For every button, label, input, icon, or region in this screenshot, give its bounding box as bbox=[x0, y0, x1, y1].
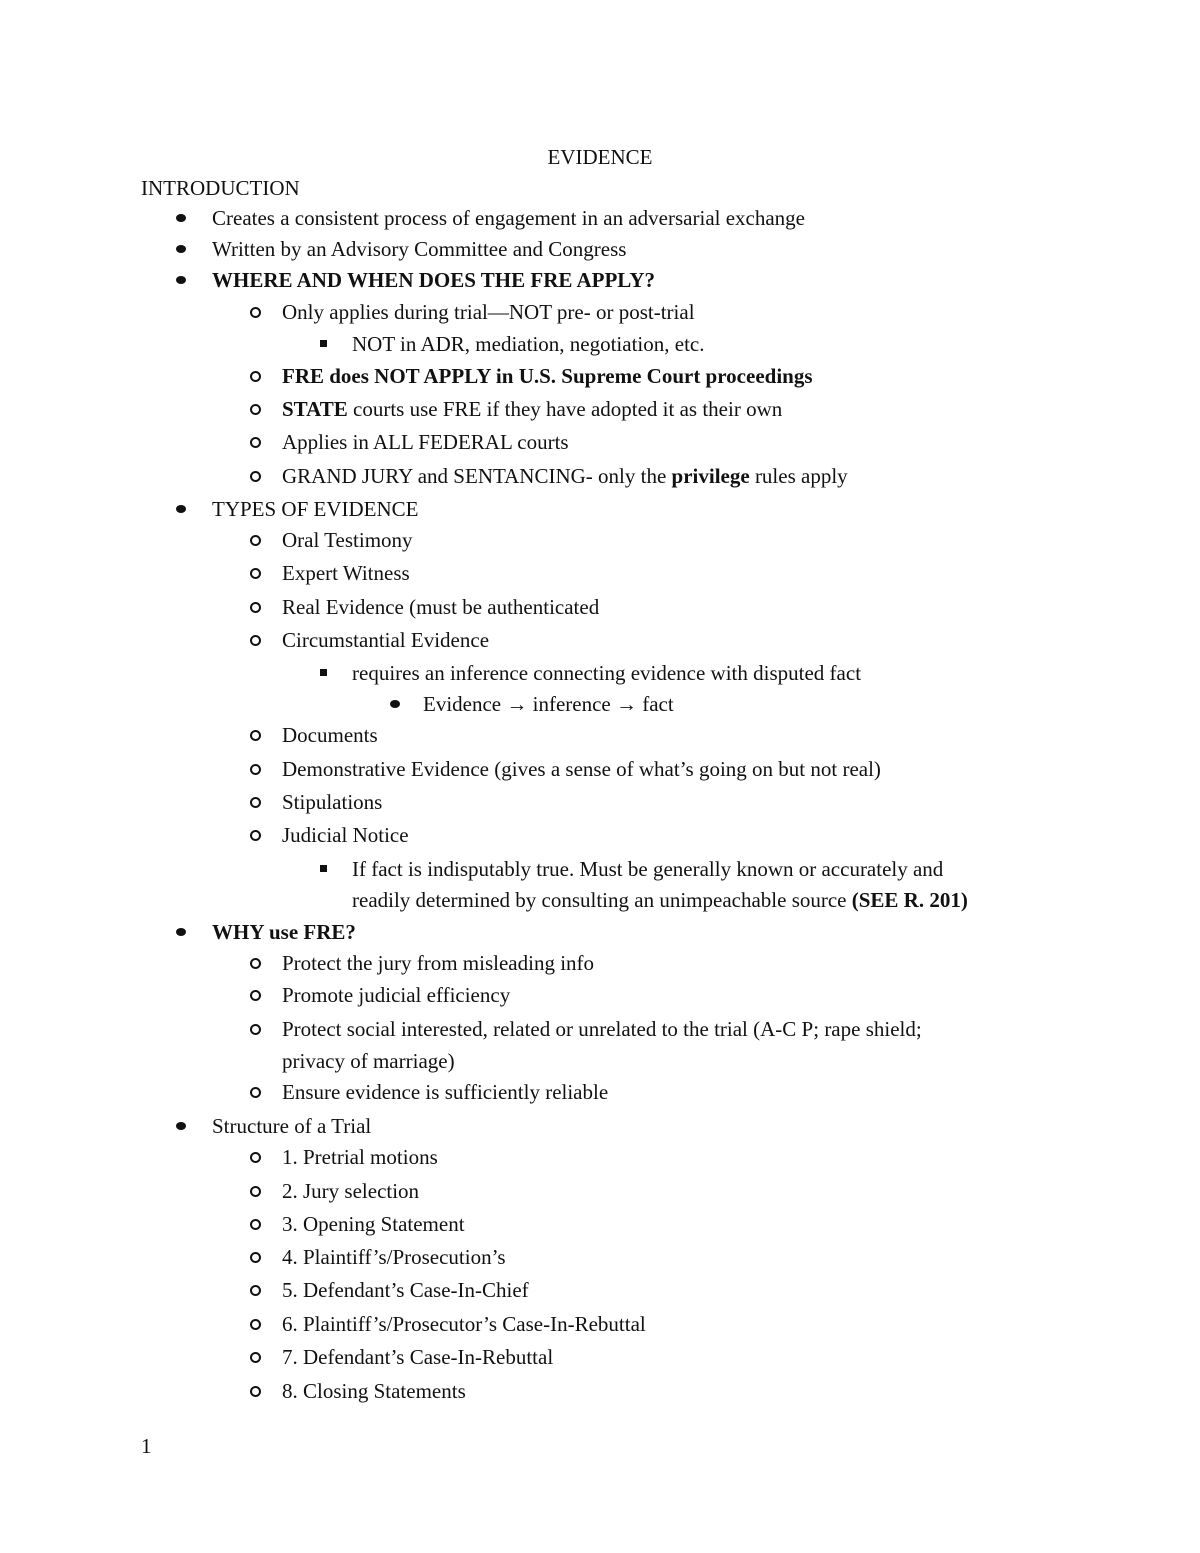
bullet-circle-icon bbox=[250, 958, 261, 969]
bullet-circle-icon bbox=[250, 404, 261, 415]
list-item-text: Applies in ALL FEDERAL courts bbox=[282, 430, 569, 454]
plain-text: fact bbox=[642, 692, 674, 716]
list-item-text: Structure of a Trial bbox=[212, 1114, 372, 1138]
list-item-text: 5. Defendant’s Case-In-Chief bbox=[282, 1278, 529, 1302]
plain-text: Evidence bbox=[423, 692, 502, 716]
list-item-text: Judicial Notice bbox=[282, 823, 409, 847]
bold-text: STATE bbox=[282, 397, 348, 421]
list-item-text: 8. Closing Statements bbox=[282, 1379, 466, 1403]
bullet-dot-icon bbox=[176, 928, 186, 936]
list-item-text: Protect social interested, related or unrelated to the trial (A-C P; rape shield; bbox=[282, 1017, 922, 1041]
bold-text: privilege bbox=[671, 464, 750, 488]
bullet-circle-icon bbox=[250, 437, 261, 448]
bullet-circle-icon bbox=[250, 307, 261, 318]
bullet-circle-icon bbox=[250, 1319, 261, 1330]
list-item-text: Oral Testimony bbox=[282, 528, 413, 552]
bullet-circle-icon bbox=[250, 1024, 261, 1035]
list-item-text: 6. Plaintiff’s/Prosecutor’s Case-In-Rebuttal bbox=[282, 1312, 646, 1336]
bullet-circle-icon bbox=[250, 1152, 261, 1163]
list-item-text: WHERE AND WHEN DOES THE FRE APPLY? bbox=[212, 268, 656, 292]
bullet-circle-icon bbox=[250, 1386, 261, 1397]
list-item-text: If fact is indisputably true. Must be generally known or accurately and bbox=[352, 857, 944, 881]
list-item-text: 3. Opening Statement bbox=[282, 1212, 465, 1236]
bullet-circle-icon bbox=[250, 1352, 261, 1363]
right-arrow-icon: → bbox=[506, 692, 528, 716]
list-item-continuation bbox=[352, 884, 968, 916]
bullet-dot-icon bbox=[176, 245, 186, 253]
list-item-text: WHY use FRE? bbox=[212, 920, 356, 944]
list-item-text: Demonstrative Evidence (gives a sense of what’s going on but not real) bbox=[282, 757, 881, 781]
bullet-dot-icon bbox=[176, 505, 186, 513]
list-item-text: 1. Pretrial motions bbox=[282, 1145, 438, 1169]
list-item-text: FRE does NOT APPLY in U.S. Supreme Court proceedings bbox=[282, 364, 813, 388]
list-item-text: Only applies during trial—NOT pre- or post-trial bbox=[282, 300, 695, 324]
bullet-circle-icon bbox=[250, 1087, 261, 1098]
plain-text: rules apply bbox=[749, 464, 848, 488]
list-item-text: Expert Witness bbox=[282, 561, 410, 585]
bullet-square-icon bbox=[320, 669, 327, 676]
bullet-circle-icon bbox=[250, 1285, 261, 1296]
list-item-text: Promote judicial efficiency bbox=[282, 983, 511, 1007]
plain-text: inference bbox=[532, 692, 611, 716]
bullet-dot-icon bbox=[176, 1122, 186, 1130]
bullet-circle-icon bbox=[250, 764, 261, 775]
bold-text: (SEE R. 201) bbox=[851, 888, 968, 912]
bullet-circle-icon bbox=[250, 602, 261, 613]
page-number: 1 bbox=[141, 1434, 152, 1458]
list-item-text: Real Evidence (must be authenticated bbox=[282, 595, 600, 619]
list-item-text: Stipulations bbox=[282, 790, 383, 814]
bullet-square-icon bbox=[320, 865, 327, 872]
list-item-text: Creates a consistent process of engagement in an adversarial exchange bbox=[212, 206, 806, 230]
bullet-circle-icon bbox=[250, 797, 261, 808]
bullet-circle-icon bbox=[250, 990, 261, 1001]
list-item-text: Protect the jury from misleading info bbox=[282, 951, 595, 975]
list-item-text: 7. Defendant’s Case-In-Rebuttal bbox=[282, 1345, 554, 1369]
bullet-circle-icon bbox=[250, 535, 261, 546]
list-item-text: Circumstantial Evidence bbox=[282, 628, 490, 652]
bullet-circle-icon bbox=[250, 730, 261, 741]
list-item-text: 2. Jury selection bbox=[282, 1179, 420, 1203]
document-title: EVIDENCE bbox=[547, 145, 653, 169]
list-item-text bbox=[423, 688, 674, 720]
section-heading: INTRODUCTION bbox=[141, 176, 300, 200]
right-arrow-icon: → bbox=[615, 692, 637, 716]
list-item-text: Written by an Advisory Committee and Congress bbox=[212, 237, 627, 261]
list-item-text: requires an inference connecting evidence with disputed fact bbox=[352, 661, 862, 685]
list-item-text: TYPES OF EVIDENCE bbox=[212, 497, 419, 521]
bullet-dot-icon bbox=[390, 700, 400, 708]
list-item-text bbox=[282, 393, 782, 425]
bullet-circle-icon bbox=[250, 371, 261, 382]
list-item-text: Ensure evidence is sufficiently reliable bbox=[282, 1080, 609, 1104]
list-item-text: Documents bbox=[282, 723, 378, 747]
list-item-continuation: privacy of marriage) bbox=[282, 1049, 455, 1073]
bullet-circle-icon bbox=[250, 568, 261, 579]
plain-text: readily determined by consulting an unimpeachable source bbox=[352, 888, 852, 912]
bullet-dot-icon bbox=[176, 276, 186, 284]
list-item-text: 4. Plaintiff’s/Prosecution’s bbox=[282, 1245, 506, 1269]
list-item-text bbox=[282, 460, 848, 492]
bullet-circle-icon bbox=[250, 471, 261, 482]
bullet-circle-icon bbox=[250, 1252, 261, 1263]
bullet-circle-icon bbox=[250, 830, 261, 841]
bullet-circle-icon bbox=[250, 1219, 261, 1230]
plain-text: courts use FRE if they have adopted it as their own bbox=[347, 397, 783, 421]
bullet-dot-icon bbox=[176, 214, 186, 222]
list-item-text: NOT in ADR, mediation, negotiation, etc. bbox=[352, 332, 705, 356]
bullet-circle-icon bbox=[250, 1186, 261, 1197]
plain-text: GRAND JURY and SENTANCING- only the bbox=[282, 464, 672, 488]
bullet-circle-icon bbox=[250, 635, 261, 646]
bullet-square-icon bbox=[320, 340, 327, 347]
